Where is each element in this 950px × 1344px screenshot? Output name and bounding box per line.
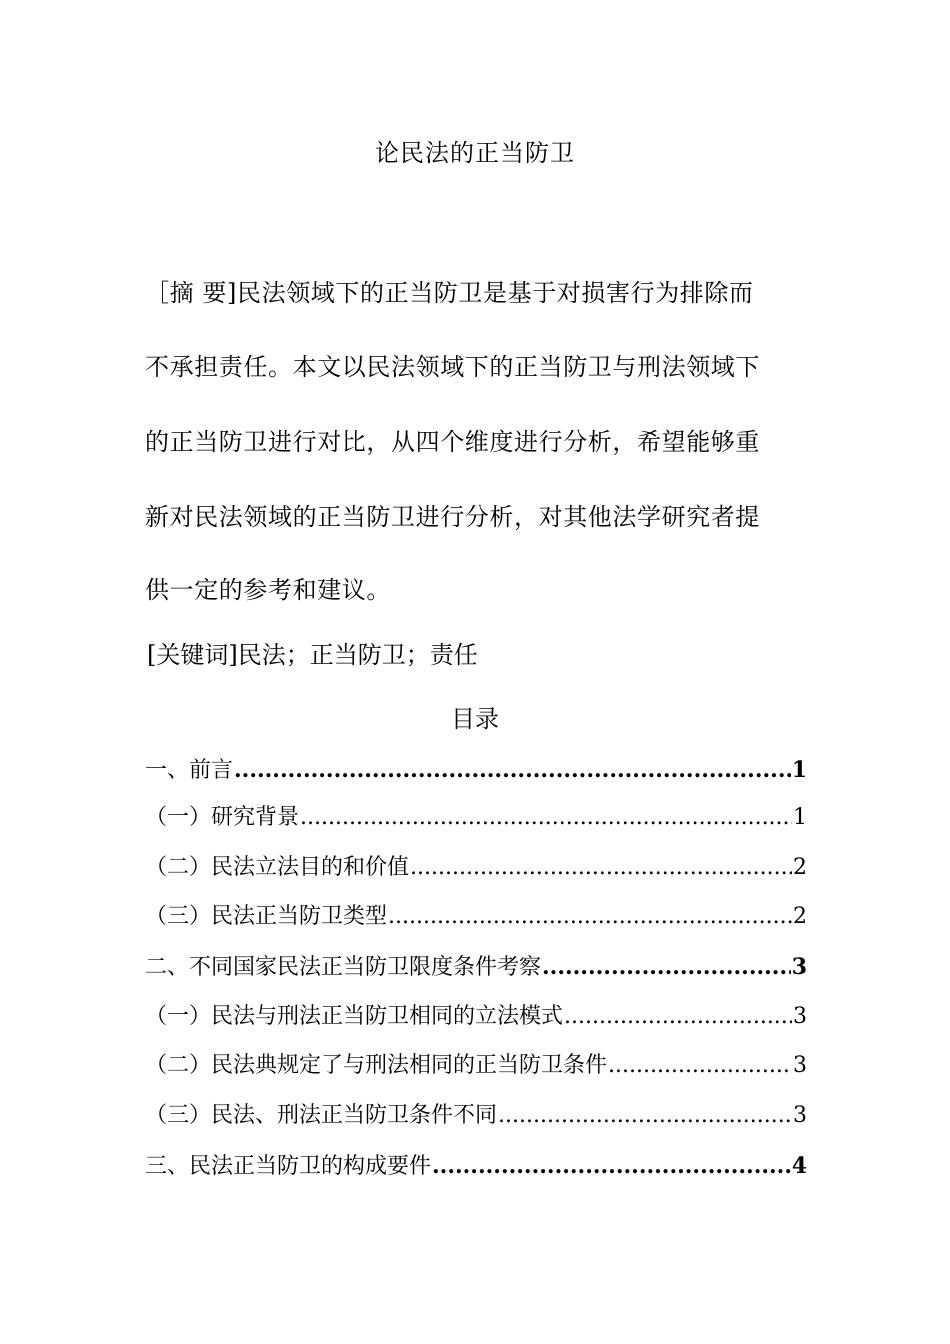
toc-entry-page: 3	[793, 1053, 807, 1078]
toc-entry-page: 3	[793, 1004, 807, 1029]
toc-title: 目录	[451, 705, 499, 733]
toc-entry[interactable]	[145, 755, 807, 785]
toc-leader-dots	[608, 1051, 792, 1081]
toc-entry-label: （二）民法典规定了与刑法相同的正当防卫条件	[145, 1053, 608, 1078]
toc-entry-label: （二）民法立法目的和价值	[145, 855, 410, 880]
toc-entry[interactable]	[145, 803, 807, 833]
toc-entry-page: 2	[793, 855, 807, 880]
toc-leader-dots	[432, 1151, 791, 1181]
toc-entry[interactable]	[145, 1002, 807, 1032]
toc-entry-page: 4	[791, 1153, 807, 1179]
toc-entry-label: 二、不同国家民法正当防卫限度条件考察	[145, 955, 542, 980]
abstract-line-3: 的正当防卫进行对比，从四个维度进行分析，希望能够重	[145, 428, 760, 456]
toc-leader-dots	[410, 853, 792, 883]
toc-leader-dots	[498, 1101, 792, 1131]
toc-entry-label: （一）研究背景	[145, 805, 300, 830]
toc-leader-dots	[564, 1002, 792, 1032]
toc-entry-label: 三、民法正当防卫的构成要件	[145, 1154, 432, 1179]
toc-entry[interactable]	[145, 902, 807, 932]
keywords: [关键词]民法；正当防卫；责任	[147, 641, 478, 669]
abstract-line-1: ［摘 要]民法领域下的正当防卫是基于对损害行为排除而	[145, 279, 754, 307]
toc-entry-page: 3	[793, 1103, 807, 1128]
toc-entry[interactable]	[145, 1101, 807, 1131]
toc-entry-label: （三）民法、刑法正当防卫条件不同	[145, 1103, 498, 1128]
abstract-line-4: 新对民法领域的正当防卫进行分析，对其他法学研究者提	[145, 503, 760, 531]
toc-entry[interactable]	[145, 1151, 807, 1181]
toc-leader-dots	[300, 803, 792, 833]
toc-entry-page: 3	[791, 954, 807, 980]
toc-entry-page: 1	[793, 805, 807, 830]
toc-entry-page: 2	[793, 904, 807, 929]
toc-entry-label: （一）民法与刑法正当防卫相同的立法模式	[145, 1004, 564, 1029]
toc-entry-page: 1	[791, 757, 807, 783]
abstract-line-2: 不承担责任。本文以民法领域下的正当防卫与刑法领域下	[145, 353, 760, 381]
toc-leader-dots	[388, 902, 792, 932]
toc-entry-label: （三）民法正当防卫类型	[145, 904, 388, 929]
toc-leader-dots	[234, 755, 791, 785]
toc-entry[interactable]	[145, 952, 807, 982]
toc-entry[interactable]	[145, 1051, 807, 1081]
toc-leader-dots	[542, 952, 791, 982]
toc-entry-label: 一、前言	[145, 758, 234, 783]
toc-entry[interactable]	[145, 853, 807, 883]
abstract-line-5: 供一定的参考和建议。	[145, 576, 391, 604]
document-title: 论民法的正当防卫	[375, 139, 575, 167]
